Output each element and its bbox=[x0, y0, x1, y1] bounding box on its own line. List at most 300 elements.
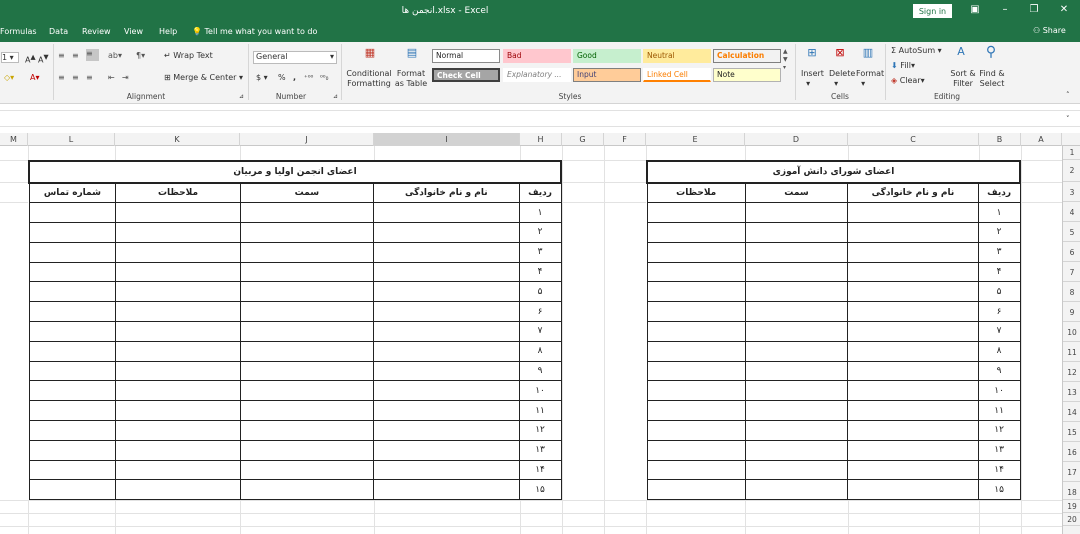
table-row bbox=[647, 203, 1020, 223]
empty-cell[interactable] bbox=[374, 282, 520, 302]
empty-cell[interactable] bbox=[848, 440, 979, 460]
fill-label: Fill bbox=[900, 61, 911, 70]
row-number-cell[interactable]: ۱۲ bbox=[978, 421, 1020, 441]
column-header[interactable]: D bbox=[745, 133, 848, 146]
empty-cell[interactable] bbox=[745, 203, 847, 223]
tab-view[interactable]: View bbox=[124, 27, 143, 36]
formula-bar[interactable] bbox=[0, 110, 1080, 127]
clear-button[interactable]: ◈ Clear▾ bbox=[891, 76, 925, 85]
empty-cell[interactable] bbox=[240, 203, 373, 223]
empty-cell[interactable] bbox=[374, 322, 520, 342]
close-icon[interactable]: ✕ bbox=[1059, 4, 1069, 15]
tab-review[interactable]: Review bbox=[82, 27, 111, 36]
column-header[interactable]: A bbox=[1021, 133, 1062, 146]
empty-cell[interactable] bbox=[647, 361, 745, 381]
format-as-table-button[interactable]: Format as Table bbox=[394, 69, 428, 88]
empty-cell[interactable] bbox=[29, 381, 116, 401]
empty-cell[interactable] bbox=[116, 460, 240, 480]
row-header[interactable]: 12 bbox=[1063, 362, 1080, 382]
empty-cell[interactable] bbox=[29, 203, 116, 223]
wrap-text-label: Wrap Text bbox=[173, 51, 213, 60]
empty-cell[interactable] bbox=[240, 421, 373, 441]
empty-cell[interactable] bbox=[745, 440, 847, 460]
expand-formula-bar-icon[interactable]: ˅ bbox=[1066, 115, 1070, 123]
empty-cell[interactable] bbox=[647, 401, 745, 421]
styles-scroll-icon[interactable]: ▲ ▼ ▾ bbox=[783, 48, 788, 71]
row-number-cell[interactable]: ۱ bbox=[978, 203, 1020, 223]
row-header[interactable]: 1 bbox=[1063, 146, 1080, 160]
empty-cell[interactable] bbox=[29, 440, 116, 460]
empty-cell[interactable] bbox=[29, 322, 116, 342]
align-middle-icon[interactable]: ≡ bbox=[72, 51, 79, 60]
column-header[interactable]: G bbox=[562, 133, 604, 146]
row-number-cell[interactable]: ۳ bbox=[978, 242, 1020, 262]
empty-cell[interactable] bbox=[647, 440, 745, 460]
conditional-formatting-icon: ▦ bbox=[364, 46, 376, 59]
row-header[interactable]: 9 bbox=[1063, 302, 1080, 322]
decrease-decimal-icon[interactable]: ⁰⁰₀ bbox=[320, 74, 329, 82]
empty-cell[interactable] bbox=[745, 223, 847, 243]
insert-button[interactable]: Insert ▾ bbox=[801, 69, 824, 88]
empty-cell[interactable] bbox=[848, 322, 979, 342]
table-row bbox=[647, 361, 1020, 381]
table-row bbox=[29, 203, 561, 223]
table-row bbox=[647, 480, 1020, 500]
empty-cell[interactable] bbox=[240, 223, 373, 243]
tab-data[interactable]: Data bbox=[49, 27, 69, 36]
empty-cell[interactable] bbox=[29, 302, 116, 322]
empty-cell[interactable] bbox=[647, 460, 745, 480]
empty-cell[interactable] bbox=[240, 302, 373, 322]
comma-icon[interactable]: , bbox=[293, 73, 297, 82]
empty-cell[interactable] bbox=[374, 421, 520, 441]
row-number-cell[interactable]: ۷ bbox=[519, 322, 561, 342]
number-format-dropdown[interactable]: General ▾ bbox=[253, 51, 337, 64]
empty-cell[interactable] bbox=[647, 341, 745, 361]
row-headers bbox=[1062, 146, 1080, 534]
row-number-cell[interactable]: ۱۲ bbox=[519, 421, 561, 441]
column-header[interactable]: H bbox=[520, 133, 562, 146]
row-number-cell[interactable]: ۵ bbox=[978, 282, 1020, 302]
header-row-number[interactable]: ردیف bbox=[978, 183, 1020, 203]
alignment-group-label: Alignment bbox=[126, 92, 166, 101]
row-header[interactable]: 13 bbox=[1063, 382, 1080, 402]
empty-cell[interactable] bbox=[116, 421, 240, 441]
table-row bbox=[29, 381, 561, 401]
clear-label: Clear bbox=[899, 76, 921, 85]
minimize-icon[interactable]: – bbox=[1002, 4, 1008, 15]
empty-cell[interactable] bbox=[240, 341, 373, 361]
number-group-label: Number bbox=[275, 92, 307, 101]
empty-cell[interactable] bbox=[745, 302, 847, 322]
style-calculation[interactable]: Calculation bbox=[713, 49, 781, 63]
table-row bbox=[647, 223, 1020, 243]
row-header[interactable]: 11 bbox=[1063, 342, 1080, 362]
empty-cell[interactable] bbox=[29, 480, 116, 500]
empty-cell[interactable] bbox=[745, 421, 847, 441]
row-number-cell[interactable]: ۸ bbox=[978, 341, 1020, 361]
row-header[interactable]: 3 bbox=[1063, 182, 1080, 202]
header-notes[interactable]: ملاحظات bbox=[647, 183, 745, 203]
empty-cell[interactable] bbox=[116, 381, 240, 401]
empty-cell[interactable] bbox=[848, 242, 979, 262]
autosum-label: AutoSum bbox=[898, 46, 936, 55]
delete-button[interactable]: Delete ▾ bbox=[829, 69, 856, 88]
empty-cell[interactable] bbox=[240, 480, 373, 500]
restore-icon[interactable]: ❐ bbox=[1029, 4, 1039, 15]
empty-cell[interactable] bbox=[374, 460, 520, 480]
table-row bbox=[647, 322, 1020, 342]
empty-cell[interactable] bbox=[647, 480, 745, 500]
row-number-cell[interactable]: ۹ bbox=[519, 361, 561, 381]
table-row bbox=[29, 322, 561, 342]
empty-cell[interactable] bbox=[374, 381, 520, 401]
row-header[interactable]: 15 bbox=[1063, 422, 1080, 442]
empty-cell[interactable] bbox=[240, 381, 373, 401]
empty-cell[interactable] bbox=[848, 361, 979, 381]
empty-cell[interactable] bbox=[647, 262, 745, 282]
empty-cell[interactable] bbox=[848, 480, 979, 500]
empty-cell[interactable] bbox=[116, 302, 240, 322]
styles-group-label: Styles bbox=[558, 92, 582, 101]
table-row bbox=[647, 381, 1020, 401]
empty-cell[interactable] bbox=[29, 421, 116, 441]
increase-decimal-icon[interactable]: ⁺⁰⁰ bbox=[304, 74, 314, 82]
table-row bbox=[647, 262, 1020, 282]
empty-cell[interactable] bbox=[647, 421, 745, 441]
table-row bbox=[647, 341, 1020, 361]
row-number-cell[interactable]: ۱۴ bbox=[519, 460, 561, 480]
empty-cell[interactable] bbox=[647, 223, 745, 243]
table-row bbox=[29, 440, 561, 460]
format-cells-icon: ▥ bbox=[862, 46, 874, 59]
collapse-ribbon-icon[interactable]: ˄ bbox=[1066, 91, 1070, 99]
empty-cell[interactable] bbox=[745, 361, 847, 381]
empty-cell[interactable] bbox=[116, 361, 240, 381]
merge-label: Merge & Center bbox=[173, 73, 237, 82]
sort-filter-button[interactable]: Sort & Filter bbox=[950, 69, 976, 88]
empty-cell[interactable] bbox=[116, 223, 240, 243]
empty-cell[interactable] bbox=[29, 341, 116, 361]
style-note[interactable]: Note bbox=[713, 68, 781, 82]
share-button[interactable] bbox=[1033, 26, 1066, 35]
row-number-cell[interactable]: ۷ bbox=[978, 322, 1020, 342]
grow-font-icon[interactable]: A▲ bbox=[25, 53, 36, 65]
empty-cell[interactable] bbox=[374, 242, 520, 262]
row-number-cell[interactable]: ۹ bbox=[978, 361, 1020, 381]
row-header[interactable]: 10 bbox=[1063, 322, 1080, 342]
format-label: Format bbox=[856, 69, 885, 78]
row-number-cell[interactable]: ۱۴ bbox=[978, 460, 1020, 480]
empty-cell[interactable] bbox=[647, 381, 745, 401]
column-header[interactable]: K bbox=[115, 133, 240, 146]
row-number-cell[interactable]: ۱۰ bbox=[519, 381, 561, 401]
header-full-name[interactable]: نام و نام خانوادگی bbox=[848, 183, 979, 203]
tab-formulas[interactable]: Formulas bbox=[0, 27, 37, 36]
student-council-table bbox=[646, 160, 1021, 500]
delete-label: Delete bbox=[829, 69, 856, 78]
format-as-table-icon: ▤ bbox=[406, 46, 418, 59]
fill-color-icon[interactable]: ◇▾ bbox=[4, 73, 15, 82]
row-number-cell[interactable]: ۱۱ bbox=[978, 401, 1020, 421]
conditional-formatting-button[interactable]: Conditional Formatting bbox=[346, 69, 392, 88]
wrap-text-button[interactable] bbox=[164, 51, 213, 61]
empty-cell[interactable] bbox=[240, 440, 373, 460]
font-size-value: 1 bbox=[2, 53, 8, 62]
empty-cell[interactable] bbox=[29, 282, 116, 302]
font-size-dropdown[interactable]: 1 ▾ bbox=[1, 52, 19, 63]
table-row bbox=[647, 242, 1020, 262]
empty-cell[interactable] bbox=[374, 341, 520, 361]
row-header[interactable]: 4 bbox=[1063, 202, 1080, 222]
tell-me-text: Tell me what you want to do bbox=[204, 27, 318, 36]
row-header[interactable]: 14 bbox=[1063, 402, 1080, 422]
table-row bbox=[29, 421, 561, 441]
column-header[interactable]: C bbox=[848, 133, 979, 146]
row-number-cell[interactable]: ۶ bbox=[519, 302, 561, 322]
row-number-cell[interactable]: ۴ bbox=[978, 262, 1020, 282]
table-row bbox=[29, 302, 561, 322]
empty-cell[interactable] bbox=[240, 460, 373, 480]
align-left-icon[interactable]: ≡ bbox=[58, 73, 65, 82]
empty-cell[interactable] bbox=[848, 223, 979, 243]
empty-cell[interactable] bbox=[745, 322, 847, 342]
empty-cell[interactable] bbox=[647, 203, 745, 223]
empty-cell[interactable] bbox=[29, 361, 116, 381]
column-header[interactable]: M bbox=[0, 133, 28, 146]
column-header[interactable]: E bbox=[646, 133, 745, 146]
fill-button[interactable]: ⬇ Fill▾ bbox=[891, 61, 915, 70]
column-headers bbox=[0, 133, 1080, 146]
empty-cell[interactable] bbox=[374, 223, 520, 243]
empty-cell[interactable] bbox=[848, 203, 979, 223]
merge-center-button[interactable]: ⊞ Merge & Center ▾ bbox=[164, 73, 244, 82]
empty-cell[interactable] bbox=[745, 401, 847, 421]
row-number-cell[interactable]: ۶ bbox=[978, 302, 1020, 322]
empty-cell[interactable] bbox=[116, 282, 240, 302]
eraser-icon: ◈ bbox=[891, 76, 898, 85]
empty-cell[interactable] bbox=[745, 460, 847, 480]
empty-cell[interactable] bbox=[848, 460, 979, 480]
empty-cell[interactable] bbox=[848, 282, 979, 302]
style-check-cell[interactable]: Check Cell bbox=[432, 68, 500, 82]
empty-cell[interactable] bbox=[848, 302, 979, 322]
table-row bbox=[29, 262, 561, 282]
column-header[interactable]: L bbox=[28, 133, 115, 146]
column-header[interactable]: B bbox=[979, 133, 1021, 146]
row-header[interactable]: 6 bbox=[1063, 242, 1080, 262]
style-input[interactable]: Input bbox=[573, 68, 641, 82]
row-header[interactable]: 7 bbox=[1063, 262, 1080, 282]
row-number-cell[interactable]: ۱ bbox=[519, 203, 561, 223]
empty-cell[interactable] bbox=[116, 262, 240, 282]
insert-label: Insert bbox=[801, 69, 824, 78]
row-header[interactable]: 19 bbox=[1063, 500, 1080, 513]
table-title[interactable]: اعضای شورای دانش آموزی bbox=[647, 161, 1020, 183]
row-header[interactable]: 16 bbox=[1063, 442, 1080, 462]
row-header[interactable]: 8 bbox=[1063, 282, 1080, 302]
row-number-cell[interactable]: ۵ bbox=[519, 282, 561, 302]
number-launcher-icon[interactable]: ⊿ bbox=[333, 93, 339, 100]
row-number-cell[interactable]: ۲ bbox=[519, 223, 561, 243]
header-phone[interactable]: شماره تماس bbox=[29, 183, 116, 203]
empty-cell[interactable] bbox=[745, 381, 847, 401]
autosum-button[interactable]: Σ AutoSum ▾ bbox=[891, 46, 942, 55]
empty-cell[interactable] bbox=[29, 401, 116, 421]
window-title: انجمن ها.xlsx - Excel bbox=[401, 6, 489, 16]
empty-cell[interactable] bbox=[848, 262, 979, 282]
empty-cell[interactable] bbox=[116, 322, 240, 342]
empty-cell[interactable] bbox=[29, 262, 116, 282]
table-row bbox=[647, 282, 1020, 302]
empty-cell[interactable] bbox=[240, 242, 373, 262]
font-color-icon[interactable]: A▾ bbox=[30, 73, 40, 82]
lightbulb-icon: 💡 bbox=[192, 27, 202, 36]
header-position[interactable]: سمت bbox=[240, 183, 373, 203]
share-label: Share bbox=[1042, 26, 1066, 35]
sigma-icon: Σ bbox=[891, 46, 897, 55]
empty-cell[interactable] bbox=[240, 401, 373, 421]
empty-cell[interactable] bbox=[374, 262, 520, 282]
row-header[interactable]: 18 bbox=[1063, 482, 1080, 500]
person-icon: ⚇ bbox=[1033, 26, 1041, 35]
empty-cell[interactable] bbox=[848, 401, 979, 421]
header-position[interactable]: سمت bbox=[745, 183, 847, 203]
number-format-value: General bbox=[256, 52, 288, 61]
sign-in-button[interactable]: Sign in bbox=[913, 4, 952, 18]
align-right-icon[interactable]: ≡ bbox=[86, 73, 93, 82]
header-notes[interactable]: ملاحظات bbox=[116, 183, 240, 203]
row-number-cell[interactable]: ۱۵ bbox=[519, 480, 561, 500]
row-number-cell[interactable]: ۲ bbox=[978, 223, 1020, 243]
empty-cell[interactable] bbox=[848, 381, 979, 401]
empty-cell[interactable] bbox=[745, 341, 847, 361]
table-row bbox=[29, 401, 561, 421]
empty-cell[interactable] bbox=[374, 203, 520, 223]
row-header[interactable]: 2 bbox=[1063, 160, 1080, 182]
style-neutral[interactable]: Neutral bbox=[643, 49, 711, 63]
empty-cell[interactable] bbox=[647, 282, 745, 302]
empty-cell[interactable] bbox=[116, 341, 240, 361]
increase-indent-icon[interactable]: ⇥ bbox=[122, 73, 129, 82]
empty-cell[interactable] bbox=[374, 302, 520, 322]
decrease-indent-icon[interactable]: ⇤ bbox=[108, 73, 115, 82]
header-row-number[interactable]: ردیف bbox=[519, 183, 561, 203]
empty-cell[interactable] bbox=[240, 262, 373, 282]
table-row bbox=[647, 401, 1020, 421]
empty-cell[interactable] bbox=[745, 262, 847, 282]
empty-cell[interactable] bbox=[240, 322, 373, 342]
empty-cell[interactable] bbox=[374, 440, 520, 460]
column-header[interactable]: F bbox=[604, 133, 646, 146]
empty-cell[interactable] bbox=[29, 242, 116, 262]
ribbon bbox=[0, 42, 1080, 104]
align-center-icon[interactable]: ≡ bbox=[72, 73, 79, 82]
row-number-cell[interactable]: ۱۱ bbox=[519, 401, 561, 421]
row-number-cell[interactable]: ۱۳ bbox=[978, 440, 1020, 460]
empty-cell[interactable] bbox=[745, 282, 847, 302]
empty-cell[interactable] bbox=[116, 242, 240, 262]
empty-cell[interactable] bbox=[29, 223, 116, 243]
shrink-font-icon[interactable]: A▼ bbox=[38, 53, 49, 65]
row-number-cell[interactable]: ۱۰ bbox=[978, 381, 1020, 401]
empty-cell[interactable] bbox=[116, 203, 240, 223]
title-bar bbox=[0, 0, 1080, 42]
currency-icon[interactable]: $ ▾ bbox=[256, 73, 268, 82]
table-title[interactable]: اعضای انجمن اولیا و مربیان bbox=[29, 161, 561, 183]
row-number-cell[interactable]: ۱۳ bbox=[519, 440, 561, 460]
table-row bbox=[647, 421, 1020, 441]
rtl-direction-icon[interactable]: ¶▾ bbox=[136, 51, 146, 60]
alignment-launcher-icon[interactable]: ⊿ bbox=[239, 93, 245, 100]
empty-cell[interactable] bbox=[240, 282, 373, 302]
align-top-icon[interactable]: ≡ bbox=[58, 51, 65, 60]
style-good[interactable]: Good bbox=[573, 49, 641, 63]
sort-filter-icon: A bbox=[957, 45, 965, 58]
tab-help[interactable]: Help bbox=[159, 27, 178, 36]
empty-cell[interactable] bbox=[848, 421, 979, 441]
table-row bbox=[29, 223, 561, 243]
column-header[interactable]: I bbox=[374, 133, 520, 146]
table-row bbox=[29, 242, 561, 262]
row-number-cell[interactable]: ۴ bbox=[519, 262, 561, 282]
format-button[interactable]: Format ▾ bbox=[856, 69, 885, 88]
table-row bbox=[29, 282, 561, 302]
empty-cell[interactable] bbox=[116, 440, 240, 460]
empty-cell[interactable] bbox=[240, 361, 373, 381]
header-full-name[interactable]: نام و نام خانوادگی bbox=[374, 183, 520, 203]
insert-cells-icon: ⊞ bbox=[807, 46, 817, 59]
empty-cell[interactable] bbox=[647, 242, 745, 262]
parents-council-table bbox=[28, 160, 562, 500]
percent-icon[interactable]: % bbox=[278, 73, 286, 82]
find-select-button[interactable]: Find & Select bbox=[979, 69, 1005, 88]
empty-cell[interactable] bbox=[116, 401, 240, 421]
empty-cell[interactable] bbox=[374, 401, 520, 421]
row-number-cell[interactable]: ۳ bbox=[519, 242, 561, 262]
empty-cell[interactable] bbox=[745, 480, 847, 500]
cells-group-label: Cells bbox=[831, 92, 849, 101]
empty-cell[interactable] bbox=[647, 302, 745, 322]
empty-cell[interactable] bbox=[647, 322, 745, 342]
table-row bbox=[29, 480, 561, 500]
empty-cell[interactable] bbox=[29, 460, 116, 480]
style-normal[interactable]: Normal bbox=[432, 49, 500, 63]
empty-cell[interactable] bbox=[745, 242, 847, 262]
ribbon-display-icon[interactable]: ▣ bbox=[970, 4, 980, 15]
merge-icon: ⊞ bbox=[164, 73, 171, 82]
empty-cell[interactable] bbox=[374, 480, 520, 500]
row-number-cell[interactable]: ۸ bbox=[519, 341, 561, 361]
empty-cell[interactable] bbox=[374, 361, 520, 381]
row-number-cell[interactable]: ۱۵ bbox=[978, 480, 1020, 500]
row-header[interactable]: 5 bbox=[1063, 222, 1080, 242]
style-linked-cell[interactable]: Linked Cell bbox=[643, 68, 711, 82]
tell-me-search[interactable] bbox=[192, 27, 317, 36]
align-bottom-icon[interactable]: ≡ bbox=[86, 49, 99, 61]
table-row bbox=[29, 341, 561, 361]
empty-cell[interactable] bbox=[848, 341, 979, 361]
column-header[interactable]: J bbox=[240, 133, 374, 146]
style-bad[interactable]: Bad bbox=[503, 49, 571, 63]
style-explanatory[interactable]: Explanatory ... bbox=[503, 68, 571, 82]
orientation-icon[interactable]: ab▾ bbox=[108, 51, 122, 60]
table-row bbox=[647, 460, 1020, 480]
empty-cell[interactable] bbox=[116, 480, 240, 500]
row-header[interactable]: 17 bbox=[1063, 462, 1080, 482]
fill-down-icon: ⬇ bbox=[891, 61, 898, 70]
row-header[interactable]: 20 bbox=[1063, 513, 1080, 526]
